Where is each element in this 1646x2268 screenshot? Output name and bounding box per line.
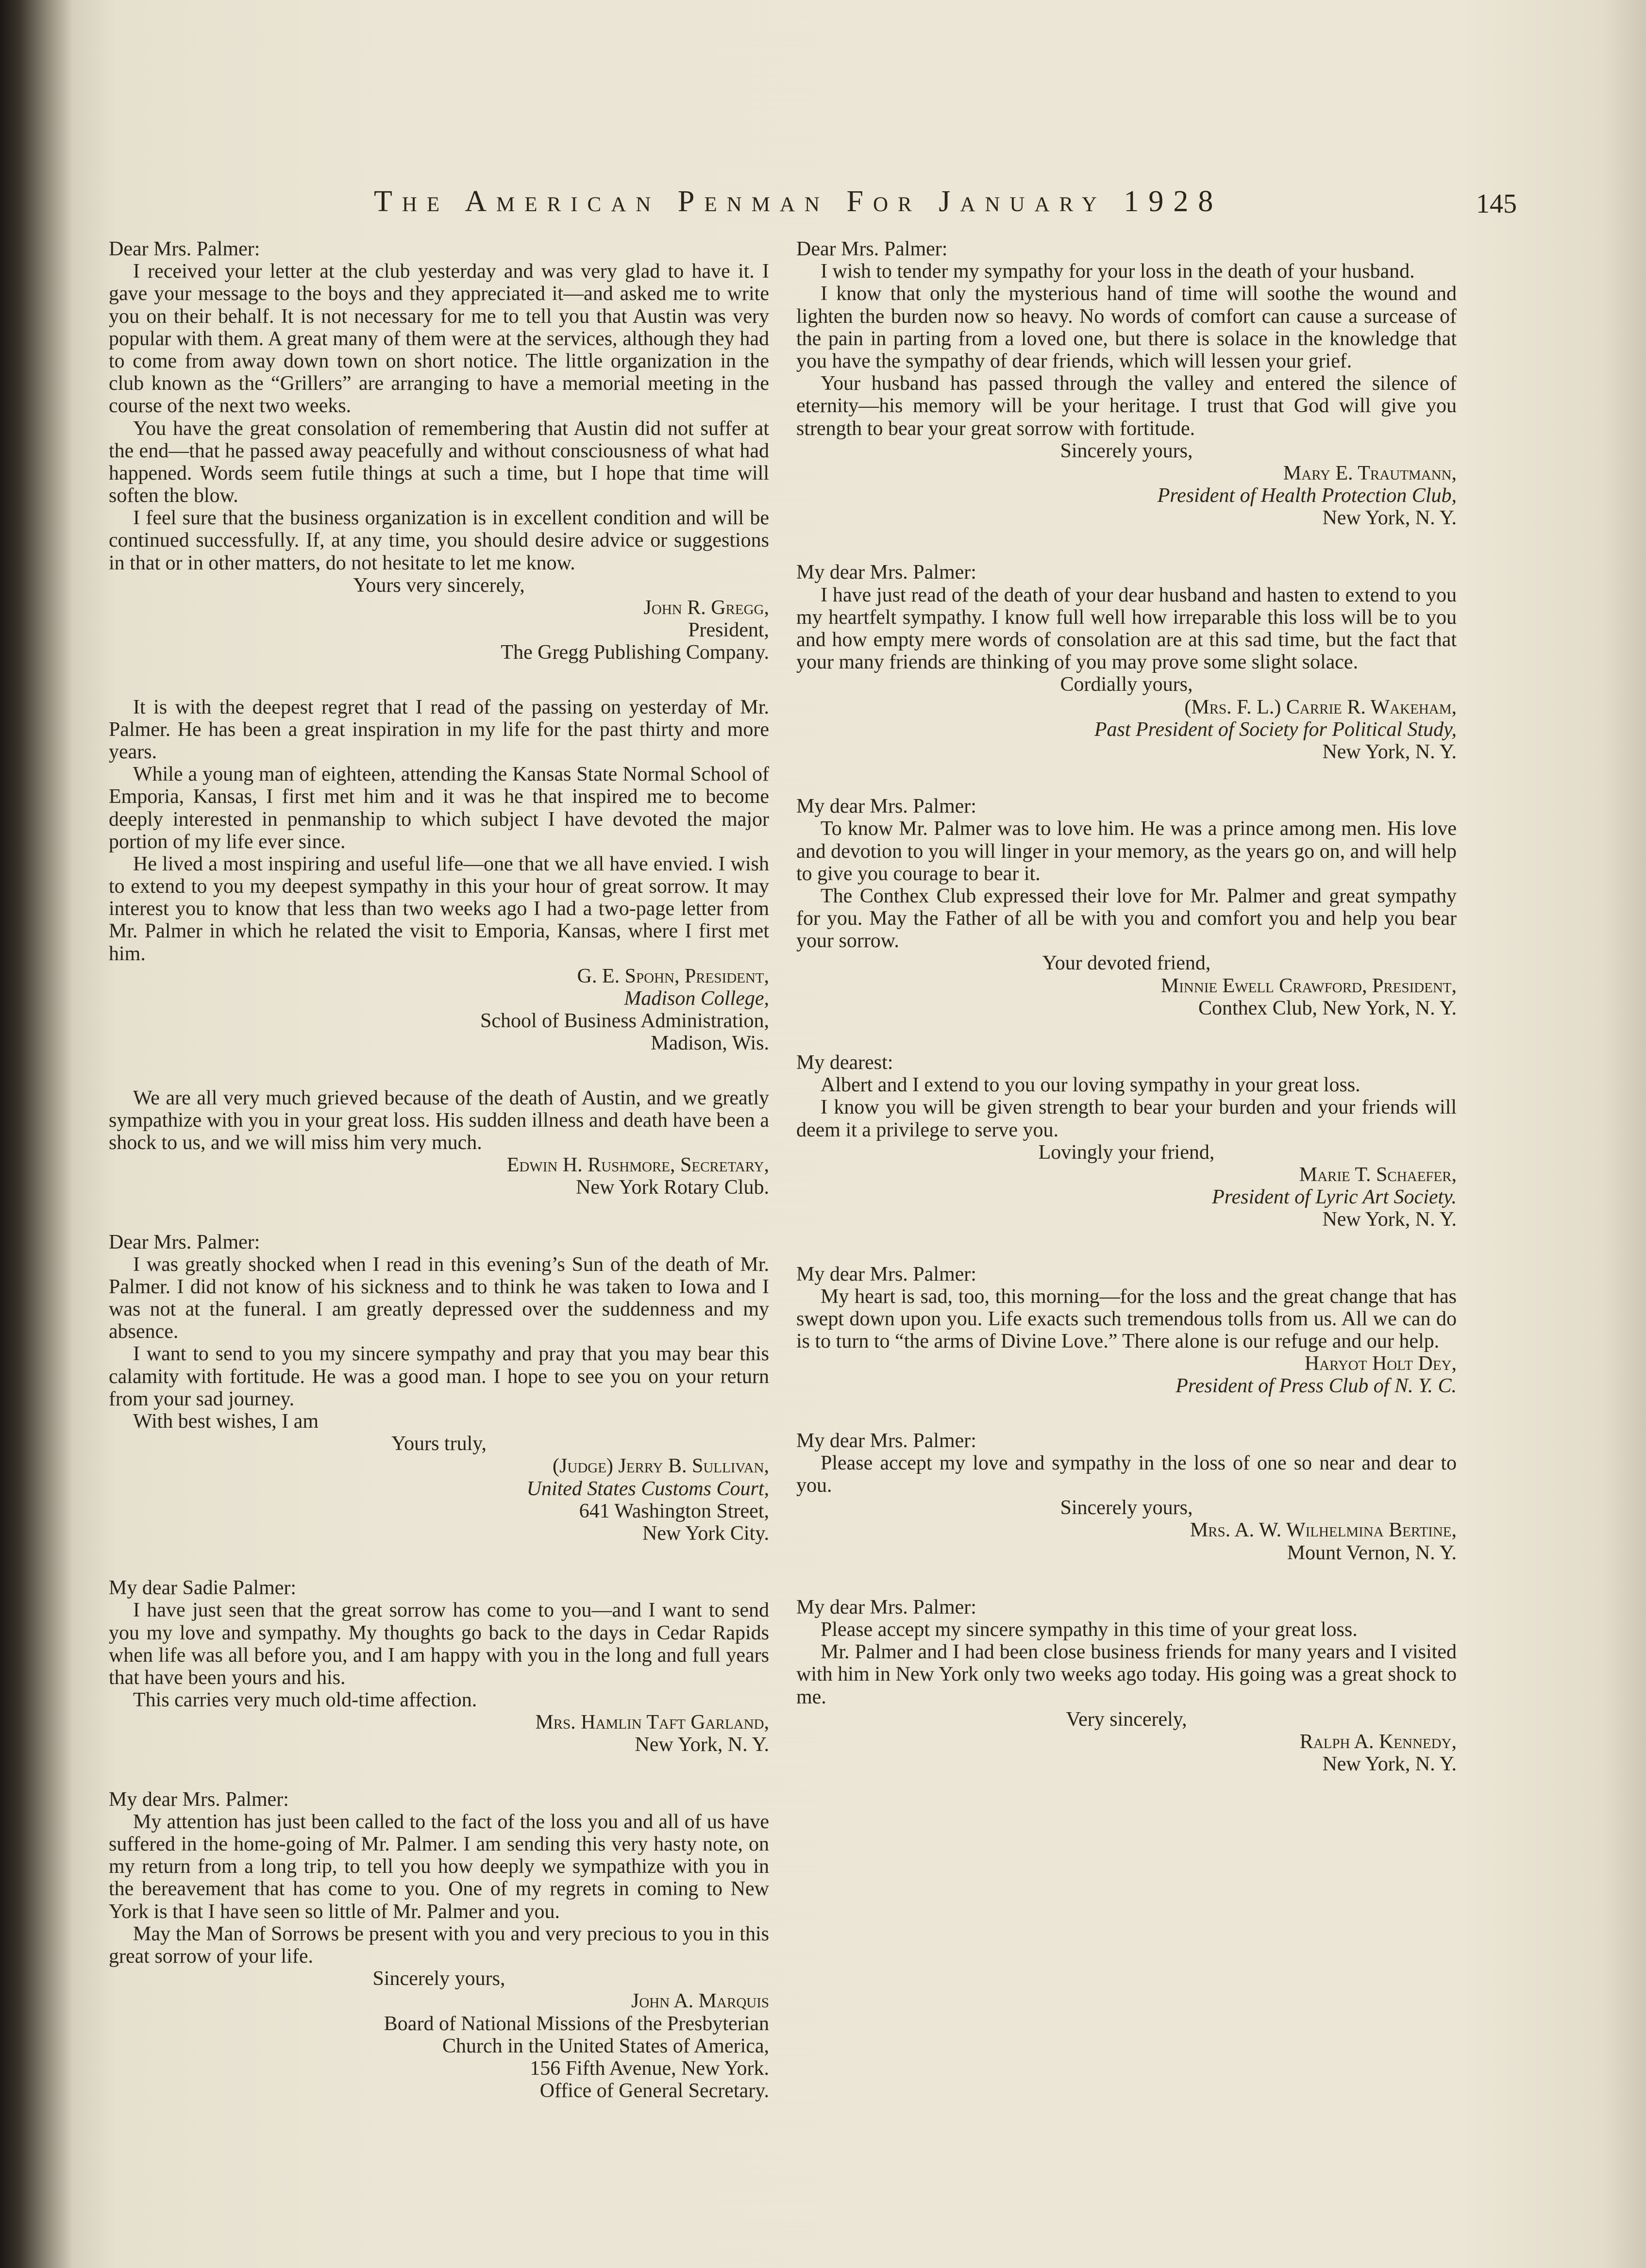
letter-paragraph: I wish to tender my sympathy for your loss in the death of your husband. bbox=[821, 260, 1415, 283]
letter-closing: Your devoted friend, bbox=[1042, 952, 1211, 975]
letter-signature-line: New York Rotary Club. bbox=[576, 1176, 769, 1199]
letter-signature-line: School of Business Administration, bbox=[480, 1010, 769, 1033]
letter bbox=[796, 561, 1457, 763]
letter-paragraph: We are all very much grieved because of the death of Austin, and we greatly sympathize with you in your great loss. His sudden illness and death have been a shock to us, and we will miss him very much. bbox=[109, 1086, 769, 1154]
letter-paragraph: This carries very much old-time affection. bbox=[133, 1689, 477, 1712]
letter-closing: Yours truly, bbox=[391, 1433, 487, 1455]
letter-closing: Sincerely yours, bbox=[1060, 1497, 1193, 1519]
letter-paragraph: I received your letter at the club yesterday and was very glad to have it. I gave your message to the boys and they appreciated it—and asked me to write you on their behalf. It is not necessary for me to tell you that Austin was very popular with them. A great many of them were at the services, although they had to come from away down town on short notice. The little organization in the club known as the “Grillers” are arranging to have a memorial meeting in the course of the next two weeks. bbox=[109, 260, 769, 417]
letter-salutation: My dear Mrs. Palmer: bbox=[796, 1263, 976, 1285]
letter bbox=[796, 238, 1457, 529]
letter-paragraph: My attention has just been called to the fact of the loss you and all of us have suffered in the home-going of Mr. Palmer. I am sending this very hasty note, on my return from a long trip, to tell you how deeply we sympathize with you in the bereavement that has come to you. One of my regrets in coming to New York is that I have seen so little of Mr. Palmer and you. bbox=[109, 1810, 769, 1923]
letter bbox=[796, 1430, 1457, 1564]
letter-signature-name: John R. Gregg, bbox=[643, 597, 769, 619]
letter-paragraph: I was greatly shocked when I read in this evening’s Sun of the death of Mr. Palmer. I did not know of his sickness and to think he was taken to Iowa and I was not at the funeral. I am greatly depressed over the suddenness and my absence. bbox=[109, 1253, 769, 1343]
letter-salutation: My dear Mrs. Palmer: bbox=[109, 1788, 289, 1811]
letter bbox=[109, 238, 769, 664]
letter-signature-line: The Gregg Publishing Company. bbox=[501, 641, 769, 664]
letter-salutation: My dear Mrs. Palmer: bbox=[796, 561, 976, 584]
letter-paragraph: It is with the deepest regret that I read of the passing on yesterday of Mr. Palmer. He has been a great inspiration in my life for the past thirty and more years. bbox=[109, 696, 769, 763]
letter-paragraph: The Conthex Club expressed their love for Mr. Palmer and great sympathy for you. May the Father of all be with you and comfort you and help you bear your sorrow. bbox=[796, 884, 1457, 952]
letter-closing: Sincerely yours, bbox=[1060, 439, 1193, 462]
letter-signature-line: Mount Vernon, N. Y. bbox=[1287, 1541, 1457, 1564]
letter-signature-name: Mary E. Trautmann, bbox=[1283, 462, 1457, 484]
letter-paragraph: Albert and I extend to you our loving sympathy in your great loss. bbox=[821, 1074, 1360, 1097]
letter bbox=[109, 1087, 769, 1199]
letter-signature-line: Board of National Missions of the Presbyterian bbox=[384, 2012, 769, 2035]
letter bbox=[796, 1263, 1457, 1398]
letter bbox=[796, 1596, 1457, 1776]
letter-signature-line: Past President of Society for Political Study, bbox=[1094, 718, 1457, 741]
letter-signature-line: Office of General Secretary. bbox=[539, 2080, 769, 2102]
letter-paragraph: He lived a most inspiring and useful life—one that we all have envied. I wish to extend to you my deepest sympathy in this your hour of great sorrow. It may interest you to know that less than two weeks ago I had a two-page letter from Mr. Palmer in which he related the visit to Emporia, Kansas, where I first met him. bbox=[109, 852, 769, 965]
letter-paragraph: Please accept my love and sympathy in the loss of one so near and dear to you. bbox=[796, 1451, 1457, 1497]
letter-signature-line: New York, N. Y. bbox=[1322, 740, 1457, 763]
letter-signature-name: (Judge) Jerry B. Sullivan, bbox=[553, 1455, 769, 1478]
running-head: The American Penman For January 1928 bbox=[374, 185, 1223, 218]
letter-signature-line: President, bbox=[688, 619, 769, 642]
letter-salutation: My dear Mrs. Palmer: bbox=[796, 795, 976, 818]
letter-salutation: My dear Sadie Palmer: bbox=[109, 1577, 297, 1600]
letter-closing: Very sincerely, bbox=[1066, 1708, 1187, 1731]
letter-signature-name: Minnie Ewell Crawford, President, bbox=[1160, 974, 1457, 997]
letter-signature-line: President of Press Club of N. Y. C. bbox=[1176, 1375, 1457, 1398]
letter-signature-line: New York, N. Y. bbox=[1322, 1208, 1457, 1231]
letter-paragraph: I have just read of the death of your dear husband and hasten to extend to you my heartfelt sympathy. I know full well how irreparable this loss will be to you and how empty mere words of consolation are at this sad time, but the fact that your many friends are thinking of you may prove some slight solace. bbox=[796, 584, 1457, 674]
letter-signature-name: Edwin H. Rushmore, Secretary, bbox=[506, 1154, 769, 1177]
letter-signature-line: 156 Fifth Avenue, New York. bbox=[530, 2057, 769, 2080]
letter bbox=[796, 795, 1457, 1019]
letter-signature-name: Mrs. Hamlin Taft Garland, bbox=[535, 1711, 769, 1734]
letter-closing: Cordially yours, bbox=[1060, 673, 1193, 696]
letter-signature-line: 641 Washington Street, bbox=[579, 1500, 769, 1522]
letter bbox=[109, 696, 769, 1055]
letter-salutation: My dearest: bbox=[796, 1051, 893, 1074]
letter-paragraph: My heart is sad, too, this morning—for the loss and the great change that has swept down upon you. Life exacts such tremendous tolls from us. All we can do is to turn to “the arms of Divine Love.” There alone is our refuge and our help. bbox=[796, 1285, 1457, 1353]
letter-paragraph: I know that only the mysterious hand of time will soothe the wound and lighten the burden now so heavy. No words of comfort can cause a surcease of the pain in parting from a loved one, but there is solace in the knowledge that you have the sympathy of dear friends, which will lessen your grief. bbox=[796, 283, 1457, 372]
letter-closing: Yours very sincerely, bbox=[353, 574, 525, 597]
letter-signature-name: Haryot Holt Dey, bbox=[1304, 1352, 1457, 1375]
letter-paragraph: Mr. Palmer and I had been close business friends for many years and I visited with him in New York only two weeks ago today. His going was a great shock to me. bbox=[796, 1641, 1457, 1708]
letter-signature-name: Marie T. Schaefer, bbox=[1299, 1163, 1457, 1186]
letter-salutation: My dear Mrs. Palmer: bbox=[796, 1429, 976, 1452]
letter-signature-name: Ralph A. Kennedy, bbox=[1299, 1730, 1457, 1753]
letter bbox=[109, 1231, 769, 1545]
letter-signature-line: Madison College, bbox=[624, 987, 769, 1010]
letter-salutation: Dear Mrs. Palmer: bbox=[109, 1231, 260, 1253]
letter-signature-name: G. E. Spohn, President, bbox=[577, 965, 769, 987]
letter-signature-line: New York, N. Y. bbox=[635, 1734, 769, 1756]
letter-paragraph: While a young man of eighteen, attending the Kansas State Normal School of Emporia, Kansas, I first met him and it was he that inspired me to become deeply interested in penmanship to which subject I have devoted the major portion of my life ever since. bbox=[109, 763, 769, 853]
letter-signature-line: Conthex Club, New York, N. Y. bbox=[1198, 997, 1457, 1019]
letter-salutation: My dear Mrs. Palmer: bbox=[796, 1596, 976, 1618]
letter-signature-line: Church in the United States of America, bbox=[442, 2035, 769, 2057]
letter-paragraph: I want to send to you my sincere sympathy and pray that you may bear this calamity with fortitude. He was a good man. I hope to see you on your return from your sad journey. bbox=[109, 1343, 769, 1410]
letter-signature-line: New York, N. Y. bbox=[1322, 1753, 1457, 1776]
letter-paragraph: To know Mr. Palmer was to love him. He was a prince among men. His love and devotion to you will linger in your memory, as the years go on, and will help to give you courage to bear it. bbox=[796, 817, 1457, 885]
letter-salutation: Dear Mrs. Palmer: bbox=[796, 238, 948, 260]
letter-signature-name: Mrs. A. W. Wilhelmina Bertine, bbox=[1190, 1519, 1457, 1542]
letter-paragraph: May the Man of Sorrows be present with you and very precious to you in this great sorrow of your life. bbox=[109, 1922, 769, 1968]
letter-signature-line: New York City. bbox=[642, 1522, 769, 1545]
letter-signature-line: United States Customs Court, bbox=[526, 1477, 769, 1500]
page-number: 145 bbox=[1476, 189, 1517, 219]
letter bbox=[109, 1788, 769, 2102]
letter-paragraph: I know you will be given strength to bear your burden and your friends will deem it a privilege to serve you. bbox=[796, 1096, 1457, 1141]
letter-closing: Lovingly your friend, bbox=[1038, 1141, 1215, 1164]
letter bbox=[796, 1051, 1457, 1231]
letter-paragraph: You have the great consolation of remembering that Austin did not suffer at the end—that he passed away peacefully and without consciousness of what had happened. Words seem futile things at such a time, but I hope that time will soften the blow. bbox=[109, 417, 769, 507]
letter-signature-line: Madison, Wis. bbox=[651, 1032, 769, 1055]
letter-salutation: Dear Mrs. Palmer: bbox=[109, 238, 260, 260]
letter-signature-line: New York, N. Y. bbox=[1322, 507, 1457, 530]
letter bbox=[109, 1577, 769, 1756]
letter-paragraph: I feel sure that the business organization is in excellent condition and will be continued successfully. If, at any time, you should desire advice or suggestions in that or in other matters, do not hesitate to let me know. bbox=[109, 507, 769, 574]
letter-paragraph: With best wishes, I am bbox=[133, 1410, 319, 1433]
letter-signature-name: (Mrs. F. L.) Carrie R. Wakeham, bbox=[1184, 696, 1457, 718]
left-column bbox=[109, 238, 769, 2134]
letter-paragraph: Please accept my sincere sympathy in this time of your great loss. bbox=[821, 1618, 1358, 1641]
letter-paragraph: I have just seen that the great sorrow has come to you—and I want to send you my love and sympathy. My thoughts go back to the days in Cedar Rapids when life was all before you, and I am happy with you in the long and full years that have been yours and his. bbox=[109, 1599, 769, 1689]
letter-closing: Sincerely yours, bbox=[372, 1968, 505, 1990]
letter-signature-line: President of Lyric Art Society. bbox=[1212, 1186, 1457, 1209]
letter-signature-line: President of Health Protection Club, bbox=[1157, 484, 1457, 507]
letter-signature-name: John A. Marquis bbox=[631, 1990, 769, 2013]
letter-paragraph: Your husband has passed through the valley and entered the silence of eternity—his memory will be your heritage. I trust that God will give you strength to bear your great sorrow with fortitude. bbox=[796, 372, 1457, 440]
right-column bbox=[796, 238, 1457, 1807]
